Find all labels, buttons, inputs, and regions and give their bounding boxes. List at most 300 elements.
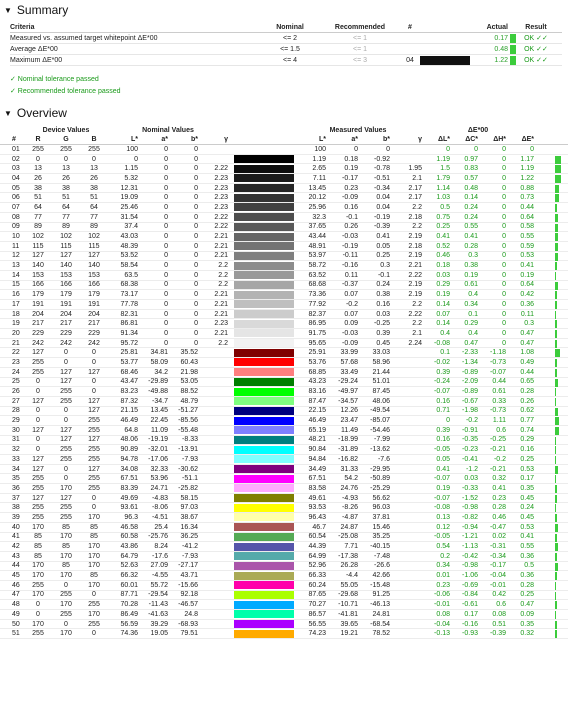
table-cell: 0.61	[492, 388, 506, 396]
table-cell: 0.13	[436, 513, 450, 521]
table-cell: 0.07	[344, 310, 358, 318]
table-cell: -0.69	[462, 581, 478, 589]
table-cell: 127	[32, 349, 44, 357]
delta-e-bar	[555, 291, 557, 299]
table-cell: 0	[194, 252, 198, 260]
table-cell: -18.99	[338, 436, 358, 444]
table-cell: 04	[12, 174, 20, 182]
table-cell: 29	[12, 417, 20, 425]
table-cell: 0.53	[520, 252, 534, 260]
table-cell: 170	[32, 620, 44, 628]
table-cell: -27.17	[178, 562, 198, 570]
table-cell: 0	[164, 233, 168, 241]
table-cell: 37.4	[124, 223, 138, 231]
table-cell: 8.24	[154, 543, 168, 551]
column-header: a*	[351, 136, 358, 143]
table-cell: 0.08	[492, 610, 506, 618]
table-row	[0, 193, 568, 203]
table-cell: 0.14	[436, 320, 450, 328]
table-cell: 13.45	[308, 184, 326, 192]
table-cell: 46.49	[308, 417, 326, 425]
table-cell: 85	[34, 543, 42, 551]
delta-e-bar	[555, 398, 556, 406]
color-swatch	[234, 388, 294, 396]
table-cell: 0	[502, 281, 506, 289]
table-cell: 0	[64, 407, 68, 415]
color-swatch	[234, 320, 294, 328]
table-cell: 127	[60, 426, 72, 434]
summary-criteria: Measured vs. assumed target whitepoint ΔE*00	[10, 34, 158, 42]
table-row	[0, 407, 568, 417]
delta-e-bar	[555, 592, 556, 600]
table-cell: -29.54	[148, 591, 168, 599]
group-measured-values: Measured Values	[329, 126, 387, 134]
table-cell: 21.98	[180, 368, 198, 376]
table-cell: 255	[32, 358, 44, 366]
color-swatch	[234, 291, 294, 299]
table-cell: 0	[36, 155, 40, 163]
table-cell: 1.95	[408, 165, 422, 173]
table-cell: 12.31	[120, 184, 138, 192]
table-row	[0, 620, 568, 630]
table-cell: -0.31	[490, 543, 506, 551]
delta-e-bar	[555, 437, 556, 445]
table-row	[0, 252, 568, 262]
table-cell: -0.08	[434, 339, 450, 347]
table-cell: 127	[88, 252, 100, 260]
table-cell: -2.33	[462, 349, 478, 357]
table-cell: 60.58	[120, 533, 138, 541]
table-row	[0, 610, 568, 620]
table-cell: 64	[62, 203, 70, 211]
table-row	[0, 319, 568, 329]
table-cell: 58.96	[372, 358, 390, 366]
table-cell: 0.65	[520, 378, 534, 386]
column-header: L*	[131, 136, 138, 143]
collapse-triangle-icon: ▼	[4, 5, 12, 15]
table-cell: 56.55	[308, 620, 326, 628]
table-cell: 0.2	[440, 552, 450, 560]
table-cell: -0.19	[342, 242, 358, 250]
table-cell: -0.13	[434, 630, 450, 638]
table-cell: 0.5	[524, 562, 534, 570]
table-cell: 127	[88, 407, 100, 415]
summary-toggle[interactable]	[4, 3, 68, 17]
table-cell: -0.24	[434, 378, 450, 386]
table-cell: 0.47	[520, 339, 534, 347]
table-cell: 0	[502, 165, 506, 173]
table-row	[0, 542, 568, 552]
table-cell: 0	[502, 310, 506, 318]
table-cell: 66.33	[308, 572, 326, 580]
table-cell: 102	[88, 233, 100, 241]
table-cell: 2.19	[408, 291, 422, 299]
table-cell: 0	[36, 601, 40, 609]
table-cell: 127	[60, 378, 72, 386]
table-cell: -0.2	[465, 417, 478, 425]
table-cell: 0	[502, 155, 506, 163]
table-cell: 0.46	[492, 513, 506, 521]
table-cell: 170	[88, 610, 100, 618]
table-cell: 49.61	[308, 494, 326, 502]
table-cell: 95.72	[120, 339, 138, 347]
color-swatch	[234, 378, 294, 386]
table-cell: 32	[12, 446, 20, 454]
table-row	[0, 523, 568, 533]
table-cell: 0.04	[376, 194, 390, 202]
table-cell: 25.81	[120, 349, 138, 357]
delta-e-bar	[555, 514, 557, 522]
table-row	[0, 552, 568, 562]
table-cell: 127	[32, 397, 44, 405]
table-cell: -0.07	[490, 368, 506, 376]
column-header: γ	[418, 136, 422, 143]
table-cell: -26.6	[374, 562, 390, 570]
column-header: b*	[191, 136, 198, 143]
table-cell: 0.41	[492, 484, 506, 492]
table-cell: 0.41	[436, 465, 450, 473]
table-cell: 60.01	[120, 581, 138, 589]
table-row	[0, 474, 568, 484]
table-cell: 2.18	[408, 213, 422, 221]
table-cell: 204	[88, 310, 100, 318]
table-cell: -25.08	[338, 533, 358, 541]
table-cell: 43.47	[120, 378, 138, 386]
delta-e-bar	[555, 175, 561, 183]
color-swatch	[234, 213, 294, 221]
table-cell: 64.79	[120, 552, 138, 560]
table-cell: 0	[64, 475, 68, 483]
table-cell: 170	[88, 552, 100, 560]
delta-e-bar	[555, 253, 558, 261]
table-row	[0, 445, 568, 455]
table-cell: 0.3	[380, 262, 390, 270]
table-cell: 0.74	[520, 426, 534, 434]
delta-e-bar	[555, 408, 558, 416]
table-cell: 88.52	[180, 388, 198, 396]
table-cell: 255	[32, 581, 44, 589]
table-cell: 140	[88, 262, 100, 270]
table-cell: 48.79	[180, 397, 198, 405]
table-cell: 2.2	[218, 339, 228, 347]
table-cell: 13	[62, 165, 70, 173]
summary-actual: 0.17	[494, 34, 508, 42]
table-cell: 0.36	[520, 572, 534, 580]
color-swatch	[234, 184, 294, 192]
delta-e-bar	[555, 214, 558, 222]
table-cell: 0.23	[492, 494, 506, 502]
table-cell: 56.59	[120, 620, 138, 628]
table-cell: 0	[92, 388, 96, 396]
table-cell: 0	[194, 174, 198, 182]
table-cell: 217	[32, 320, 44, 328]
table-row	[0, 358, 568, 368]
table-cell: 0	[36, 417, 40, 425]
table-cell: 63.52	[308, 271, 326, 279]
color-swatch	[234, 620, 294, 628]
table-cell: 91.75	[308, 329, 326, 337]
table-cell: -50.89	[370, 475, 390, 483]
table-cell: 43.23	[308, 378, 326, 386]
table-cell: 0.41	[436, 233, 450, 241]
table-cell: 15	[12, 281, 20, 289]
table-row	[0, 174, 568, 184]
table-cell: -0.41	[462, 455, 478, 463]
table-cell: 89	[90, 223, 98, 231]
table-cell: 85	[34, 533, 42, 541]
table-cell: 170	[60, 572, 72, 580]
table-cell: 0.45	[520, 494, 534, 502]
table-cell: -0.25	[490, 436, 506, 444]
table-cell: 127	[60, 368, 72, 376]
table-cell: 7.11	[312, 174, 326, 182]
table-cell: 0	[164, 320, 168, 328]
table-cell: -0.33	[462, 484, 478, 492]
color-swatch	[234, 562, 294, 570]
table-cell: 26.28	[340, 562, 358, 570]
delta-e-bar	[555, 601, 557, 609]
table-cell: -0.08	[434, 504, 450, 512]
table-cell: 43	[12, 552, 20, 560]
table-cell: 34.49	[308, 465, 326, 473]
table-cell: 140	[32, 262, 44, 270]
table-cell: -29.68	[338, 591, 358, 599]
column-header: ΔH*	[493, 136, 506, 143]
table-cell: 0	[92, 378, 96, 386]
table-row	[0, 329, 568, 339]
table-cell: 0.38	[464, 262, 478, 270]
table-cell: 2.2	[412, 300, 422, 308]
table-row	[0, 436, 568, 446]
table-cell: 53.97	[308, 252, 326, 260]
table-row	[0, 465, 568, 475]
table-cell: 0.24	[520, 504, 534, 512]
table-cell: 0	[502, 213, 506, 221]
summary-table	[10, 22, 562, 66]
table-cell: 38	[90, 184, 98, 192]
table-cell: -11.43	[148, 601, 168, 609]
table-cell: -29.24	[338, 378, 358, 386]
table-cell: 255	[88, 484, 100, 492]
table-cell: 170	[88, 581, 100, 589]
table-cell: 13	[90, 165, 98, 173]
table-cell: 115	[60, 242, 72, 250]
table-cell: 0.02	[492, 533, 506, 541]
table-cell: 0.44	[492, 378, 506, 386]
table-cell: 2.19	[408, 233, 422, 241]
table-cell: 77.78	[120, 300, 138, 308]
table-cell: -15.66	[178, 581, 198, 589]
color-swatch	[234, 475, 294, 483]
table-cell: 60.24	[308, 581, 326, 589]
table-cell: 0.11	[520, 310, 534, 318]
table-cell: 0.19	[464, 271, 478, 279]
table-cell: -1.06	[462, 572, 478, 580]
table-cell: 229	[88, 329, 100, 337]
table-cell: 0.28	[492, 504, 506, 512]
table-cell: 0	[64, 155, 68, 163]
table-cell: 153	[32, 271, 44, 279]
table-cell: 0.03	[376, 310, 390, 318]
table-cell: 0.24	[464, 203, 478, 211]
table-cell: 68.68	[308, 281, 326, 289]
table-cell: 26	[34, 174, 42, 182]
table-cell: -16.82	[338, 455, 358, 463]
table-cell: 87.45	[372, 388, 390, 396]
table-cell: -32.01	[148, 446, 168, 454]
color-swatch	[234, 581, 294, 589]
table-cell: 0	[502, 329, 506, 337]
table-cell: 0	[194, 339, 198, 347]
table-cell: 0.16	[436, 436, 450, 444]
table-cell: -0.91	[462, 426, 478, 434]
table-cell: 18	[12, 310, 20, 318]
table-cell: 32.33	[150, 465, 168, 473]
table-cell: -8.26	[342, 504, 358, 512]
table-cell: 0	[134, 155, 138, 163]
color-swatch	[234, 223, 294, 231]
column-header-row	[0, 135, 568, 145]
column-header: ΔC*	[465, 136, 478, 143]
table-cell: 51	[90, 194, 98, 202]
table-cell: -1.98	[462, 407, 478, 415]
table-cell: 19.09	[120, 194, 138, 202]
table-cell: 64	[90, 203, 98, 211]
table-cell: 255	[60, 610, 72, 618]
table-cell: 242	[88, 339, 100, 347]
table-cell: 204	[32, 310, 44, 318]
table-cell: -0.01	[434, 601, 450, 609]
table-row	[0, 581, 568, 591]
table-cell: 0.26	[344, 223, 358, 231]
table-cell: 12	[12, 252, 20, 260]
table-cell: 67.51	[308, 475, 326, 483]
table-cell: 09	[12, 223, 20, 231]
table-cell: 0.55	[520, 543, 534, 551]
table-cell: 0.19	[520, 271, 534, 279]
group-header-row	[0, 125, 568, 135]
table-cell: 170	[88, 513, 100, 521]
table-cell: 91.25	[372, 591, 390, 599]
table-cell: 25.4	[154, 523, 168, 531]
table-cell: 0	[164, 329, 168, 337]
delta-e-bar	[555, 282, 558, 290]
table-cell: 68.38	[120, 281, 138, 289]
summary-recommended: <= 1	[352, 34, 367, 42]
table-cell: 48.06	[120, 436, 138, 444]
table-cell: -29.95	[370, 465, 390, 473]
table-row	[0, 348, 568, 358]
overview-toggle[interactable]	[4, 106, 67, 120]
table-cell: 43.86	[120, 543, 138, 551]
table-cell: -1.34	[462, 358, 478, 366]
table-row	[0, 600, 568, 610]
table-cell: 153	[60, 271, 72, 279]
table-cell: 58.54	[120, 262, 138, 270]
summary-recommended: <= 3	[352, 56, 367, 64]
table-cell: -0.11	[342, 252, 358, 260]
table-cell: -8.33	[182, 436, 198, 444]
table-cell: -34.57	[338, 397, 358, 405]
table-cell: 87.65	[308, 591, 326, 599]
table-cell: 0	[502, 184, 506, 192]
table-cell: 127	[32, 494, 44, 502]
table-cell: 0	[164, 291, 168, 299]
table-cell: -25.29	[370, 484, 390, 492]
table-cell: 217	[88, 320, 100, 328]
table-cell: 0.07	[344, 291, 358, 299]
table-cell: 90.84	[308, 446, 326, 454]
table-row	[0, 416, 568, 426]
table-cell: 0.39	[436, 426, 450, 434]
table-cell: 2.22	[214, 213, 228, 221]
table-cell: -0.01	[490, 581, 506, 589]
table-cell: 51	[12, 630, 20, 638]
delta-e-bar	[555, 495, 557, 503]
color-swatch	[234, 552, 294, 560]
color-swatch	[234, 513, 294, 521]
summary-result: OK ✓✓	[524, 35, 548, 42]
table-cell: 46.58	[120, 523, 138, 531]
tolerance-checks	[10, 74, 121, 98]
delta-e-bar	[555, 185, 559, 193]
table-row	[0, 533, 568, 543]
table-cell: 48.91	[308, 242, 326, 250]
table-cell: 0.46	[436, 252, 450, 260]
table-cell: 25.46	[120, 203, 138, 211]
color-swatch	[234, 543, 294, 551]
color-swatch	[234, 281, 294, 289]
table-cell: -0.84	[462, 591, 478, 599]
table-cell: 0.3	[524, 320, 534, 328]
table-cell: 0.38	[376, 291, 390, 299]
table-cell: -15.48	[370, 581, 390, 589]
table-cell: 1.08	[520, 349, 534, 357]
table-cell: 51.01	[372, 378, 390, 386]
table-cell: 255	[32, 484, 44, 492]
table-cell: 31	[12, 436, 20, 444]
delta-e-bar	[555, 194, 559, 202]
table-cell: 26	[12, 388, 20, 396]
table-cell: 15.46	[372, 523, 390, 531]
table-cell: 0.28	[464, 242, 478, 250]
table-cell: 13.45	[150, 407, 168, 415]
table-cell: 0	[194, 329, 198, 337]
table-cell: -85.07	[370, 417, 390, 425]
table-cell: 38	[34, 184, 42, 192]
table-cell: 0	[194, 242, 198, 250]
table-cell: 0.4	[468, 291, 478, 299]
table-cell: 2.2	[218, 262, 228, 270]
table-cell: 02	[12, 155, 20, 163]
table-cell: 26	[90, 174, 98, 182]
table-cell: 2.23	[214, 203, 228, 211]
summary-row	[10, 55, 562, 66]
table-cell: 63.5	[124, 271, 138, 279]
table-cell: 2.1	[412, 329, 422, 337]
table-cell: 2.1	[412, 174, 422, 182]
color-swatch	[234, 455, 294, 463]
table-cell: 39	[12, 513, 20, 521]
table-cell: 0	[92, 358, 96, 366]
table-cell: 0	[36, 436, 40, 444]
color-swatch	[234, 174, 294, 182]
table-cell: -68.54	[370, 620, 390, 628]
table-row	[0, 562, 568, 572]
table-cell: 255	[60, 446, 72, 454]
table-cell: -0.1	[377, 271, 390, 279]
summary-actual: 1.22	[494, 56, 508, 64]
